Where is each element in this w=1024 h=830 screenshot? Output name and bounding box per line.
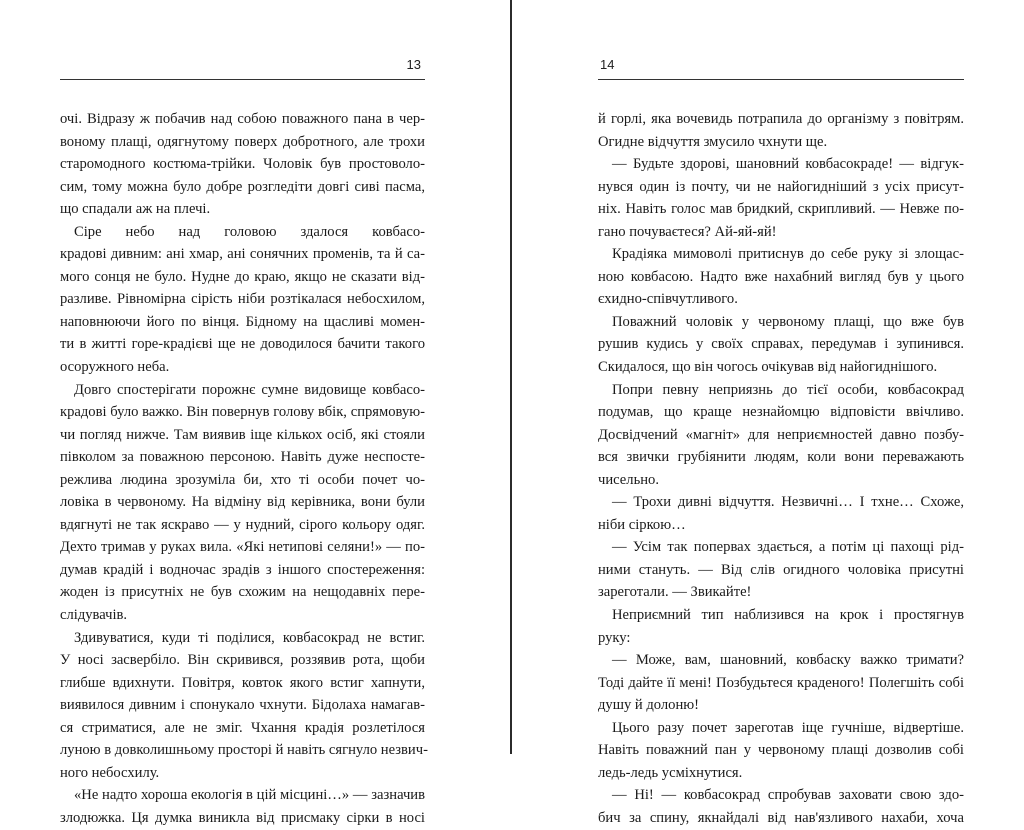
text-line: що спадали аж на плечі. (60, 201, 211, 218)
text-line: — Може, вам, шановний, ковбаску важко тримати? (612, 652, 964, 669)
text-line: очі. Відразу ж побачив над собою поважного пана в чер- (60, 111, 425, 127)
text-line: вся звички грубіянити людям, коли вони переважають (598, 449, 964, 466)
text-line: ніби сіркою… (598, 516, 686, 533)
text-line: ними стануть. — Від слів огидного чоловіка присутні (598, 561, 964, 578)
page-number: 14 (600, 57, 615, 72)
text-line: разливе. Рівномірна сірість ніби розтікалася небосхилом, (60, 291, 425, 308)
text-line: єхидно-співчутливого. (598, 291, 738, 308)
text-line: Довго спостерігати порожнє сумне видовище ковбасо- (74, 381, 425, 398)
text-line: «Не надто хороша екологія в цій місцині…» — зазначив (74, 787, 425, 804)
text-line: виявилося дивним і спонукало чхнути. Бідолаха намагав- (60, 697, 425, 714)
text-line: ся стриматися, але не зміг. Чхання крадія розлетілося (60, 719, 425, 736)
text-line: жоден із присутніх не був схожим на нещодавніх пере- (60, 584, 425, 601)
text-line: Скидалося, що він чогось очікував від найогиднішого. (598, 359, 938, 376)
text-line: ловіка в червоному. На відміну від керівника, вони були (60, 494, 425, 511)
text-line: У носі засвербіло. Він скривився, роззявив рота, щоби (60, 652, 425, 669)
text-line: думав крадій і водночас зрадів з іншого спостереження: (60, 561, 425, 578)
page-text (60, 108, 428, 830)
left-page (60, 0, 428, 826)
text-line: ною ковбасою. Надто вже нахабний вигляд був у цього (598, 268, 964, 285)
text-line: Тоді дайте її мені! Позбудьтеся краденого! Полегшіть собі (598, 674, 964, 691)
page-text (598, 108, 964, 830)
text-line: Досвідчений «магніт» для неприємностей давно позбу- (598, 426, 964, 443)
text-line: — Трохи дивні відчуття. Незвичні… І тхне… Схоже, (612, 494, 964, 511)
text-line: луною в довколишньому просторі й навіть сягнуло незвич- (60, 742, 428, 759)
text-line: Навіть поважний пан у червоному плащі дозволив собі (598, 742, 964, 759)
text-line: крадові було важко. Він повернув голову вбік, спрямовую- (60, 404, 425, 421)
text-line: нувся один із почту, чи не найогидніший з усіх присут- (598, 178, 964, 195)
text-line: режлива людина зрозуміла би, хто ті особи почет чо- (60, 471, 425, 488)
text-line: Сіре небо над головою здалося ковбасо- (74, 223, 425, 240)
text-line: чисельно. (598, 471, 659, 488)
page-number: 13 (406, 57, 421, 72)
text-line: й горлі, яка вочевидь потрапила до організму з повітрям. (598, 111, 964, 127)
text-line: глибше вдихнути. Повітря, ковток якого встиг хапнути, (60, 674, 425, 691)
text-line: мого сонця не було. Нудне до краю, якщо не сказати від- (60, 268, 425, 285)
text-line: вдягнуті не так яскраво — у нудний, сірого кольору одяг. (60, 516, 425, 533)
text-line: Здивуватися, куди ті поділися, ковбасокрад не встиг. (74, 629, 425, 646)
text-line: гано почуваєтеся? Ай-яй-яй! (598, 223, 777, 240)
text-line: воному плащі, одягнутому поверх добротного, але трохи (60, 133, 425, 150)
text-line: старомодного костюма-трійки. Чоловік був простоволо- (60, 156, 425, 173)
text-line: Дехто тримав у руках вила. «Які нетипові селяни!» — по- (60, 539, 425, 556)
text-line: крадові дивним: ані хмар, ані сонячних променів, та й са- (60, 246, 425, 263)
text-line: півколом за поважною персоною. Навіть дуже неспосте- (60, 449, 425, 466)
text-line: ледь-ледь усміхнутися. (598, 764, 743, 781)
header-rule (60, 79, 425, 80)
text-line: Цього разу почет зареготав іще гучніше, відвертіше. (612, 719, 964, 736)
text-line: душу й долоню! (598, 697, 700, 714)
text-line: ніх. Навіть голос мав бридкий, скрипливий. — Невже по- (598, 201, 964, 218)
page-gutter (510, 0, 512, 754)
text-line: наповнюючи його по вінця. Бідному на щасливі момен- (60, 313, 425, 330)
text-line: Неприємний тип наблизився на крок і простягнув (612, 607, 964, 624)
text-line: бич за спину, якнайдалі від нав'язливого нахаби, хоча (598, 809, 964, 826)
text-line: Крадіяка мимоволі притиснув до себе руку зі злощас- (612, 246, 964, 263)
text-line: Огидне відчуття змусило чхнути ще. (598, 133, 828, 150)
header-rule (598, 79, 964, 80)
right-page (598, 0, 964, 826)
text-line: — Усім так попервах здається, а потім ці пахощі рід- (612, 539, 964, 556)
text-line: — Ні! — ковбасокрад спробував заховати свою здо- (612, 787, 964, 804)
text-line: злодюжка. Ця думка виникла від присмаку сірки в носі (60, 809, 425, 826)
text-line: — Будьте здорові, шановний ковбасокраде! — відгук- (612, 156, 964, 173)
text-line: подумав, що краще незнайомцю відповісти ввічливо. (598, 404, 964, 421)
text-line: рушив кудись у своїх справах, передумав і зупинився. (598, 336, 964, 353)
text-line: руку: (598, 629, 631, 646)
text-line: Поважний чоловік у червоному плащі, що вже був (612, 313, 964, 330)
text-line: зареготали. — Звикайте! (598, 584, 752, 601)
text-line: осоружного неба. (60, 359, 170, 376)
text-line: сим, тому можна було добре розгледіти довгі сиві пасма, (60, 178, 425, 195)
text-line: чи погляд нижче. Там виявив іще кількох осіб, які стояли (60, 426, 425, 443)
text-line: ти в житті горе-крадієві ще не доводилося бачити такого (60, 336, 425, 353)
text-line: ного небосхилу. (60, 764, 160, 781)
text-line: Попри певну неприязнь до тієї особи, ковбасокрад (612, 381, 964, 398)
text-line: слідувачів. (60, 607, 128, 624)
